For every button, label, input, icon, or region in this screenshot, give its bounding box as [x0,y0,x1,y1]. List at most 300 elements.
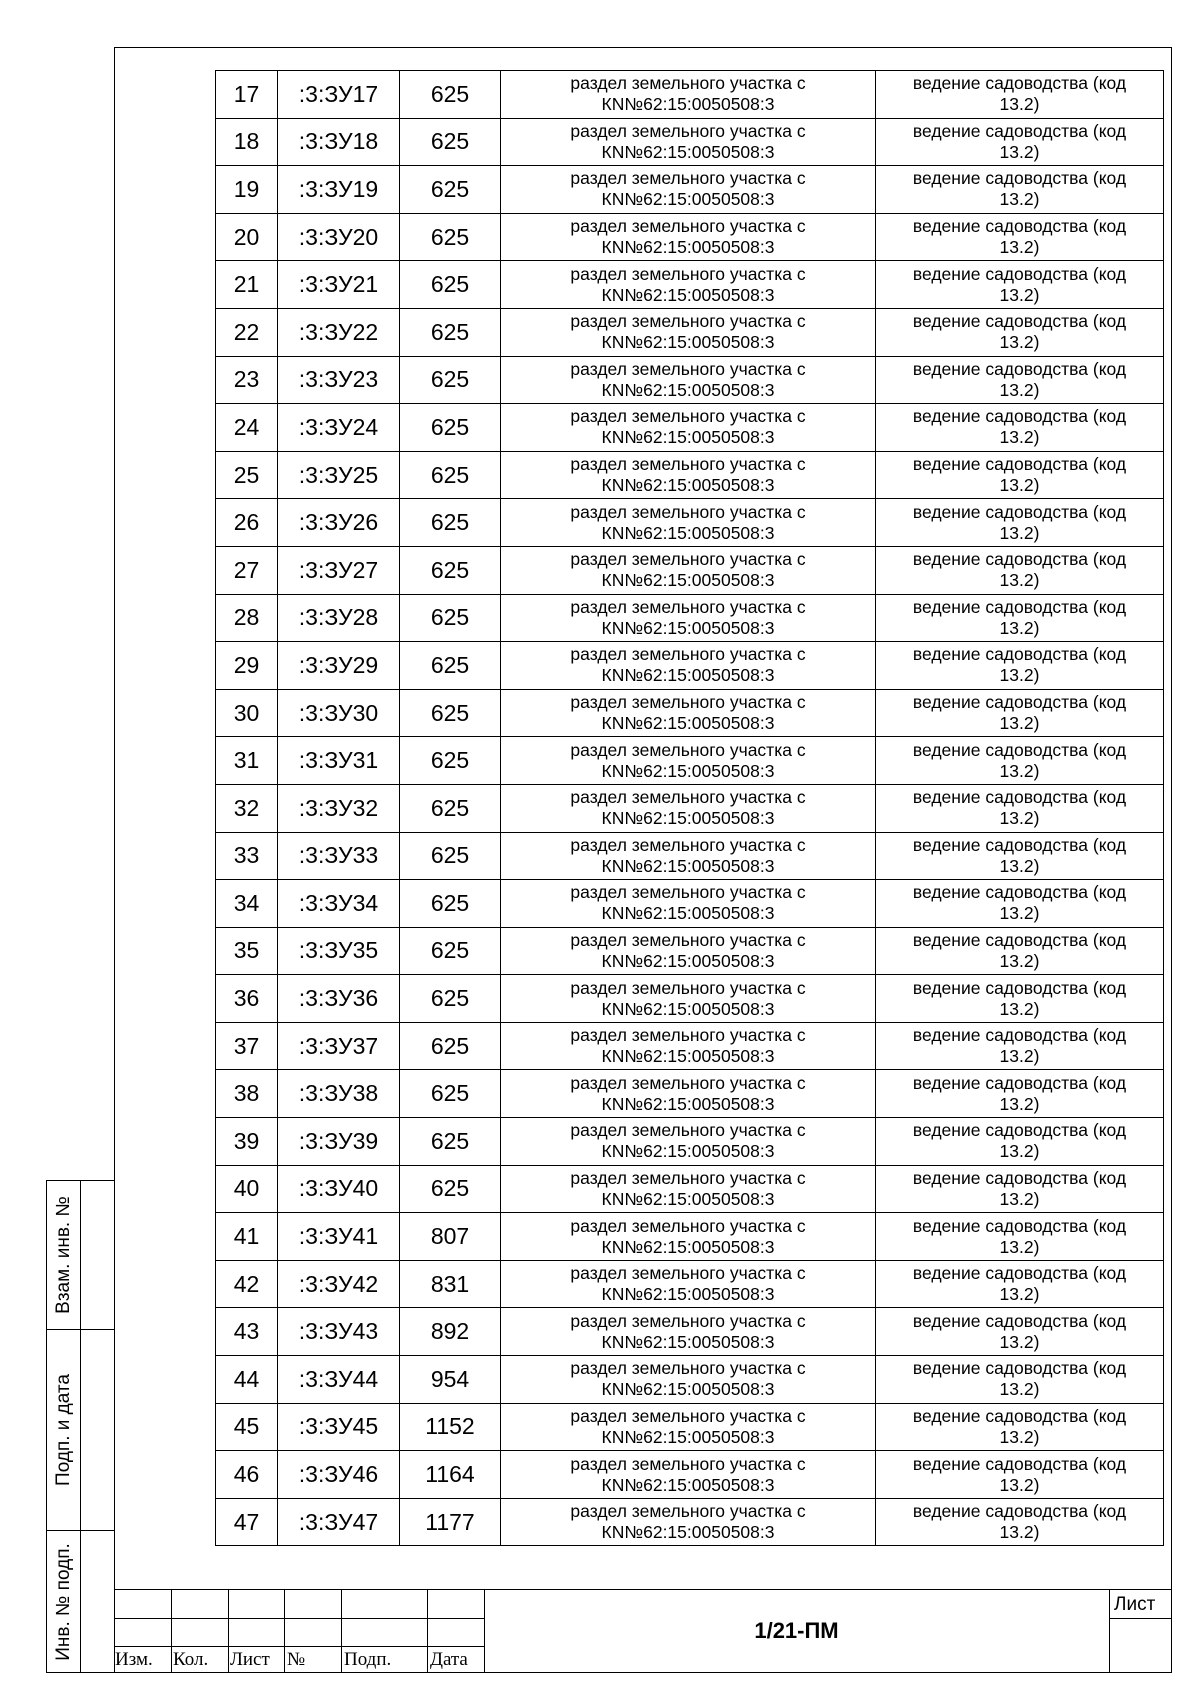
permitted-use-line2: 13.2) [999,1331,1040,1352]
row-number: 45 [216,1403,278,1451]
formation-method-line2: КN№62:15:0050508:3 [601,950,775,971]
table-row [216,261,1164,309]
permitted-use-line2: 13.2) [999,1141,1040,1162]
permitted-use [876,784,1164,832]
plot-designation: :3:ЗУ45 [278,1403,400,1451]
table-row [216,404,1164,452]
formation-method [501,1403,876,1451]
permitted-use [876,1118,1164,1166]
permitted-use-line2: 13.2) [999,1188,1040,1209]
row-number: 23 [216,356,278,404]
table-row [216,1070,1164,1118]
formation-method [501,594,876,642]
permitted-use-line1: ведение садоводства (код [912,1310,1127,1331]
table-row [216,832,1164,880]
plot-area: 625 [400,642,501,690]
row-number: 42 [216,1260,278,1308]
formation-method-line1: раздел земельного участка с [570,1072,806,1093]
plot-designation: :3:ЗУ42 [278,1260,400,1308]
formation-method-line1: раздел земельного участка с [570,1120,806,1141]
plot-area: 625 [400,166,501,214]
formation-method [501,1308,876,1356]
formation-method-line2: КN№62:15:0050508:3 [601,713,775,734]
permitted-use-line1: ведение садоводства (код [912,882,1127,903]
formation-method-line2: КN№62:15:0050508:3 [601,1474,775,1495]
plot-designation: :3:ЗУ27 [278,546,400,594]
permitted-use-line2: 13.2) [999,189,1040,210]
permitted-use-line2: 13.2) [999,617,1040,638]
permitted-use [876,1356,1164,1404]
formation-method-line2: КN№62:15:0050508:3 [601,1093,775,1114]
permitted-use [876,261,1164,309]
plot-area: 954 [400,1356,501,1404]
permitted-use [876,1022,1164,1070]
formation-method-line1: раздел земельного участка с [570,216,806,237]
plot-designation: :3:ЗУ25 [278,451,400,499]
permitted-use [876,404,1164,452]
permitted-use-line2: 13.2) [999,379,1040,400]
table-row [216,1451,1164,1499]
permitted-use [876,166,1164,214]
permitted-use-line1: ведение садоводства (код [912,1453,1127,1474]
formation-method-line1: раздел земельного участка с [570,168,806,189]
permitted-use-line1: ведение садоводства (код [912,263,1127,284]
permitted-use-line1: ведение садоводства (код [912,168,1127,189]
table-row [216,1165,1164,1213]
plot-designation: :3:ЗУ30 [278,689,400,737]
row-number: 32 [216,784,278,832]
row-number: 39 [216,1118,278,1166]
table-row [216,642,1164,690]
permitted-use-line2: 13.2) [999,903,1040,924]
permitted-use-line2: 13.2) [999,1284,1040,1305]
permitted-use-line1: ведение садоводства (код [912,834,1127,855]
formation-method-line1: раздел земельного участка с [570,739,806,760]
formation-method [501,1498,876,1546]
table-row [216,880,1164,928]
permitted-use [876,1213,1164,1261]
plot-area: 625 [400,261,501,309]
plot-area: 625 [400,594,501,642]
permitted-use-line1: ведение садоводства (код [912,1501,1127,1522]
permitted-use [876,71,1164,119]
formation-method [501,118,876,166]
plot-designation: :3:ЗУ47 [278,1498,400,1546]
formation-method-line1: раздел земельного участка с [570,692,806,713]
permitted-use [876,1451,1164,1499]
row-number: 40 [216,1165,278,1213]
plot-area: 625 [400,213,501,261]
formation-method-line2: КN№62:15:0050508:3 [601,855,775,876]
table-row [216,499,1164,547]
plot-area: 1164 [400,1451,501,1499]
row-number: 33 [216,832,278,880]
plot-area: 625 [400,832,501,880]
formation-method-line2: КN№62:15:0050508:3 [601,617,775,638]
permitted-use-line1: ведение садоводства (код [912,739,1127,760]
plot-area: 807 [400,1213,501,1261]
formation-method-line1: раздел земельного участка с [570,120,806,141]
side-stamp-vzam [46,1180,114,1330]
permitted-use-line1: ведение садоводства (код [912,311,1127,332]
plot-area: 625 [400,1022,501,1070]
formation-method [501,975,876,1023]
table-row [216,118,1164,166]
formation-method [501,784,876,832]
plot-designation: :3:ЗУ32 [278,784,400,832]
formation-method [501,1356,876,1404]
plot-designation: :3:ЗУ36 [278,975,400,1023]
plot-designation: :3:ЗУ39 [278,1118,400,1166]
formation-method [501,499,876,547]
row-number: 46 [216,1451,278,1499]
formation-method-line1: раздел земельного участка с [570,454,806,475]
formation-method-line2: КN№62:15:0050508:3 [601,1331,775,1352]
permitted-use-line1: ведение садоводства (код [912,358,1127,379]
row-number: 41 [216,1213,278,1261]
row-number: 25 [216,451,278,499]
permitted-use-line2: 13.2) [999,1093,1040,1114]
permitted-use-line2: 13.2) [999,141,1040,162]
table-row [216,356,1164,404]
formation-method-line1: раздел земельного участка с [570,596,806,617]
permitted-use [876,1070,1164,1118]
plot-designation: :3:ЗУ21 [278,261,400,309]
formation-method [501,71,876,119]
formation-method-line2: КN№62:15:0050508:3 [601,332,775,353]
formation-method-line2: КN№62:15:0050508:3 [601,808,775,829]
formation-method-line2: КN№62:15:0050508:3 [601,665,775,686]
permitted-use [876,642,1164,690]
formation-method-line2: КN№62:15:0050508:3 [601,284,775,305]
table-row [216,927,1164,975]
table-row [216,1022,1164,1070]
plot-designation: :3:ЗУ40 [278,1165,400,1213]
side-stamp-podp [46,1329,114,1531]
land-plots-table [215,70,1164,1546]
plot-designation: :3:ЗУ23 [278,356,400,404]
permitted-use-line1: ведение садоводства (код [912,1025,1127,1046]
plot-designation: :3:ЗУ29 [278,642,400,690]
plot-designation: :3:ЗУ33 [278,832,400,880]
formation-method-line1: раздел земельного участка с [570,358,806,379]
plot-designation: :3:ЗУ41 [278,1213,400,1261]
formation-method [501,1260,876,1308]
permitted-use-line1: ведение садоводства (код [912,1072,1127,1093]
formation-method-line2: КN№62:15:0050508:3 [601,1141,775,1162]
row-number: 18 [216,118,278,166]
formation-method-line2: КN№62:15:0050508:3 [601,189,775,210]
formation-method [501,1070,876,1118]
permitted-use [876,737,1164,785]
permitted-use-line2: 13.2) [999,713,1040,734]
plot-designation: :3:ЗУ31 [278,737,400,785]
formation-method-line1: раздел земельного участка с [570,929,806,950]
formation-method-line1: раздел земельного участка с [570,834,806,855]
plot-designation: :3:ЗУ24 [278,404,400,452]
permitted-use [876,1403,1164,1451]
permitted-use-line1: ведение садоводства (код [912,501,1127,522]
permitted-use-line1: ведение садоводства (код [912,1358,1127,1379]
row-number: 36 [216,975,278,1023]
permitted-use-line2: 13.2) [999,1522,1040,1543]
formation-method-line2: КN№62:15:0050508:3 [601,427,775,448]
permitted-use-line2: 13.2) [999,1379,1040,1400]
formation-method [501,1118,876,1166]
permitted-use-line1: ведение садоводства (код [912,1215,1127,1236]
table-row [216,213,1164,261]
plot-area: 625 [400,404,501,452]
row-number: 37 [216,1022,278,1070]
formation-method-line1: раздел земельного участка с [570,1358,806,1379]
table-row [216,737,1164,785]
formation-method-line1: раздел земельного участка с [570,1167,806,1188]
plot-designation: :3:ЗУ46 [278,1451,400,1499]
formation-method [501,737,876,785]
permitted-use-line1: ведение садоводства (код [912,120,1127,141]
permitted-use-line2: 13.2) [999,570,1040,591]
row-number: 17 [216,71,278,119]
permitted-use-line2: 13.2) [999,855,1040,876]
table-row [216,1213,1164,1261]
permitted-use-line1: ведение садоводства (код [912,1405,1127,1426]
plot-area: 625 [400,1118,501,1166]
row-number: 38 [216,1070,278,1118]
formation-method-line1: раздел земельного участка с [570,549,806,570]
formation-method-line2: КN№62:15:0050508:3 [601,1046,775,1067]
plot-area: 625 [400,71,501,119]
plot-designation: :3:ЗУ34 [278,880,400,928]
permitted-use-line2: 13.2) [999,284,1040,305]
plot-designation: :3:ЗУ43 [278,1308,400,1356]
formation-method-line2: КN№62:15:0050508:3 [601,522,775,543]
row-number: 26 [216,499,278,547]
row-number: 22 [216,308,278,356]
plot-area: 831 [400,1260,501,1308]
formation-method [501,1451,876,1499]
formation-method [501,404,876,452]
permitted-use-line2: 13.2) [999,475,1040,496]
permitted-use [876,1498,1164,1546]
table-row [216,1308,1164,1356]
permitted-use-line2: 13.2) [999,760,1040,781]
formation-method-line2: КN№62:15:0050508:3 [601,1284,775,1305]
caption-date: Дата [430,1649,468,1670]
formation-method-line2: КN№62:15:0050508:3 [601,379,775,400]
plot-area: 1177 [400,1498,501,1546]
plot-designation: :3:ЗУ38 [278,1070,400,1118]
permitted-use [876,1165,1164,1213]
side-label-podp: Подп. и дата [52,1374,74,1486]
formation-method [501,166,876,214]
formation-method [501,832,876,880]
permitted-use-line1: ведение садоводства (код [912,929,1127,950]
permitted-use-line2: 13.2) [999,427,1040,448]
permitted-use-line1: ведение садоводства (код [912,1120,1127,1141]
caption-podp: Подп. [344,1649,392,1670]
table-row [216,1403,1164,1451]
permitted-use [876,546,1164,594]
caption-kol: Кол. [173,1649,209,1670]
table-row [216,1356,1164,1404]
permitted-use [876,308,1164,356]
permitted-use [876,594,1164,642]
permitted-use-line1: ведение садоводства (код [912,596,1127,617]
row-number: 31 [216,737,278,785]
permitted-use [876,975,1164,1023]
permitted-use [876,927,1164,975]
formation-method-line1: раздел земельного участка с [570,977,806,998]
formation-method [501,1213,876,1261]
table-row [216,689,1164,737]
permitted-use-line2: 13.2) [999,522,1040,543]
plot-area: 625 [400,499,501,547]
formation-method-line2: КN№62:15:0050508:3 [601,1522,775,1543]
plot-area: 625 [400,118,501,166]
permitted-use-line2: 13.2) [999,808,1040,829]
table-row [216,308,1164,356]
formation-method-line1: раздел земельного участка с [570,1501,806,1522]
permitted-use [876,689,1164,737]
permitted-use-line1: ведение садоводства (код [912,1167,1127,1188]
row-number: 29 [216,642,278,690]
plot-area: 625 [400,880,501,928]
formation-method [501,1165,876,1213]
formation-method [501,451,876,499]
formation-method-line2: КN№62:15:0050508:3 [601,1379,775,1400]
plot-area: 625 [400,689,501,737]
permitted-use-line2: 13.2) [999,237,1040,258]
permitted-use-line1: ведение садоводства (код [912,644,1127,665]
permitted-use [876,118,1164,166]
plot-area: 625 [400,927,501,975]
caption-izm: Изм. [115,1649,153,1670]
formation-method-line1: раздел земельного участка с [570,882,806,903]
permitted-use-line2: 13.2) [999,998,1040,1019]
table-row [216,594,1164,642]
formation-method-line1: раздел земельного участка с [570,1215,806,1236]
formation-method-line1: раздел земельного участка с [570,1025,806,1046]
permitted-use-line1: ведение садоводства (код [912,73,1127,94]
plot-area: 625 [400,784,501,832]
formation-method [501,308,876,356]
plot-designation: :3:ЗУ18 [278,118,400,166]
plot-area: 625 [400,308,501,356]
formation-method [501,1022,876,1070]
plot-area: 625 [400,1070,501,1118]
row-number: 28 [216,594,278,642]
formation-method-line2: КN№62:15:0050508:3 [601,1236,775,1257]
formation-method-line1: раздел земельного участка с [570,73,806,94]
row-number: 30 [216,689,278,737]
row-number: 43 [216,1308,278,1356]
table-row [216,71,1164,119]
formation-method-line1: раздел земельного участка с [570,1405,806,1426]
table-row [216,451,1164,499]
formation-method [501,546,876,594]
formation-method [501,261,876,309]
plot-designation: :3:ЗУ44 [278,1356,400,1404]
plot-designation: :3:ЗУ35 [278,927,400,975]
permitted-use-line1: ведение садоводства (код [912,1263,1127,1284]
permitted-use-line2: 13.2) [999,665,1040,686]
permitted-use-line2: 13.2) [999,1046,1040,1067]
formation-method-line1: раздел земельного участка с [570,501,806,522]
formation-method-line1: раздел земельного участка с [570,644,806,665]
plot-designation: :3:ЗУ17 [278,71,400,119]
permitted-use-line2: 13.2) [999,332,1040,353]
formation-method [501,213,876,261]
plot-area: 892 [400,1308,501,1356]
caption-number: № [287,1649,306,1670]
formation-method-line1: раздел земельного участка с [570,1263,806,1284]
row-number: 20 [216,213,278,261]
permitted-use [876,499,1164,547]
formation-method-line2: КN№62:15:0050508:3 [601,475,775,496]
plot-designation: :3:ЗУ37 [278,1022,400,1070]
row-number: 47 [216,1498,278,1546]
row-number: 34 [216,880,278,928]
permitted-use-line1: ведение садоводства (код [912,406,1127,427]
formation-method-line2: КN№62:15:0050508:3 [601,141,775,162]
formation-method-line2: КN№62:15:0050508:3 [601,237,775,258]
row-number: 19 [216,166,278,214]
permitted-use [876,213,1164,261]
permitted-use-line1: ведение садоводства (код [912,549,1127,570]
permitted-use [876,1308,1164,1356]
row-number: 44 [216,1356,278,1404]
side-label-vzam: Взам. инв. № [52,1196,74,1314]
table-body [216,71,1164,1546]
row-number: 21 [216,261,278,309]
plot-designation: :3:ЗУ26 [278,499,400,547]
side-stamp-inv [46,1530,114,1673]
permitted-use [876,1260,1164,1308]
formation-method-line1: раздел земельного участка с [570,1453,806,1474]
title-block [114,1589,1172,1673]
table-row [216,166,1164,214]
permitted-use-line2: 13.2) [999,1474,1040,1495]
plot-area: 625 [400,356,501,404]
plot-area: 1152 [400,1403,501,1451]
plot-area: 625 [400,451,501,499]
permitted-use-line1: ведение садоводства (код [912,692,1127,713]
permitted-use [876,832,1164,880]
document-code: 1/21-ПМ [754,1618,839,1643]
formation-method [501,356,876,404]
plot-designation: :3:ЗУ22 [278,308,400,356]
permitted-use-line2: 13.2) [999,1236,1040,1257]
table-row [216,1260,1164,1308]
formation-method-line2: КN№62:15:0050508:3 [601,998,775,1019]
formation-method [501,880,876,928]
formation-method-line2: КN№62:15:0050508:3 [601,760,775,781]
table-row [216,1498,1164,1546]
caption-list: Лист [230,1649,270,1670]
formation-method-line2: КN№62:15:0050508:3 [601,570,775,591]
permitted-use-line1: ведение садоводства (код [912,787,1127,808]
plot-area: 625 [400,1165,501,1213]
table-row [216,1118,1164,1166]
row-number: 35 [216,927,278,975]
formation-method-line2: КN№62:15:0050508:3 [601,94,775,115]
table-row [216,546,1164,594]
permitted-use-line2: 13.2) [999,950,1040,971]
permitted-use-line2: 13.2) [999,94,1040,115]
formation-method-line2: КN№62:15:0050508:3 [601,1188,775,1209]
formation-method [501,927,876,975]
plot-area: 625 [400,737,501,785]
